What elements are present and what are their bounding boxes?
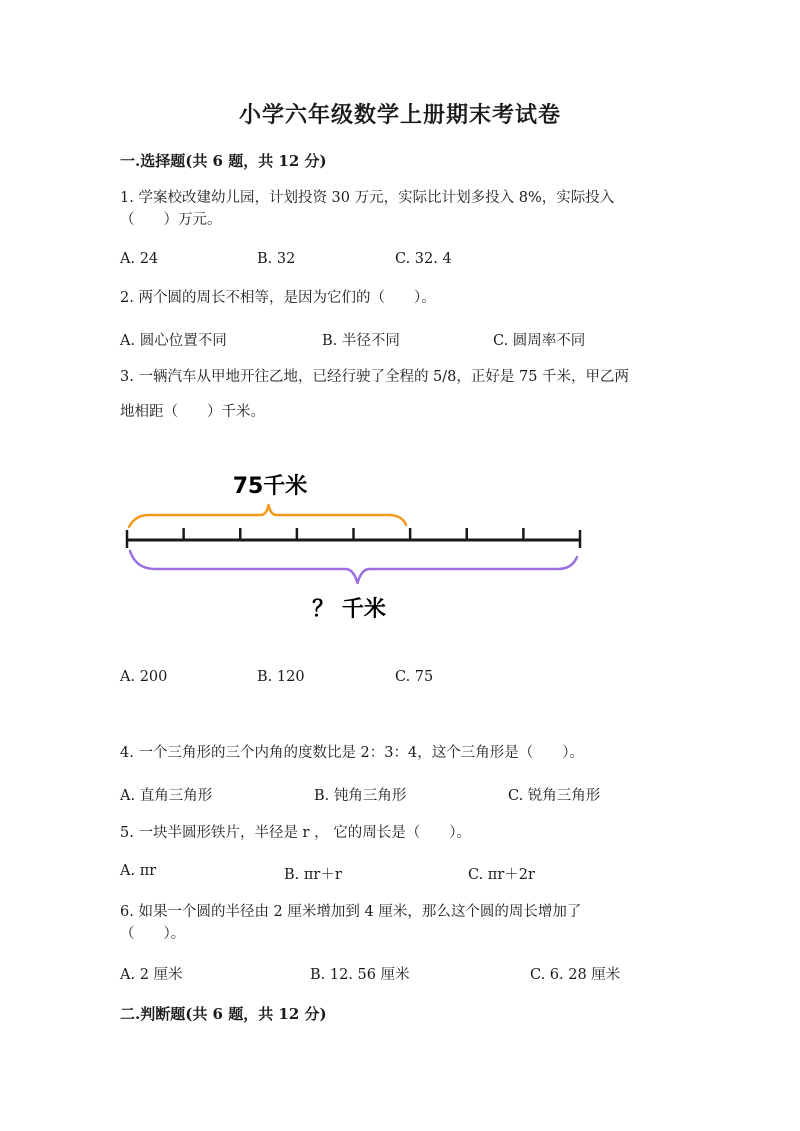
question-6-text: 6. 如果一个圆的半径由 2 厘米增加到 4 厘米，那么这个圆的周长增加了 [120, 904, 582, 920]
question-2-option-c: C. 圆周率不同 [493, 333, 586, 349]
question-3-text: 3. 一辆汽车从甲地开往乙地，已经行驶了全程的 5/8，正好是 75 千米，甲乙两 [120, 369, 630, 385]
question-3-option-a: A. 200 [120, 669, 168, 685]
question-6-option-a: A. 2 厘米 [120, 967, 183, 983]
question-5-option-b: B. πr＋r [284, 867, 342, 883]
question-3-option-b: B. 120 [257, 669, 305, 685]
question-6-option-c: C. 6. 28 厘米 [530, 967, 621, 983]
question-2-option-b: B. 半径不同 [322, 333, 400, 349]
question-5-text: 5. 一块半圆形铁片，半径是 r ， 它的周长是（ ）。 [120, 825, 471, 841]
question-2-text: 2. 两个圆的周长不相等，是因为它们的（ ）。 [120, 290, 436, 306]
diagram-bottom-label: ？ 千米 [312, 597, 386, 622]
question-3-text-cont: 地相距（ ）千米。 [120, 404, 265, 420]
question-1-option-c: C. 32. 4 [395, 251, 452, 267]
distance-diagram [118, 465, 598, 630]
question-4-option-a: A. 直角三角形 [120, 788, 213, 804]
question-6-option-b: B. 12. 56 厘米 [310, 967, 410, 983]
question-4-option-c: C. 锐角三角形 [508, 788, 601, 804]
question-3-option-c: C. 75 [395, 669, 434, 685]
question-5-option-a: A. πr [120, 863, 157, 879]
diagram-bottom-brace [130, 551, 577, 583]
diagram-top-brace [129, 505, 406, 527]
question-1-text-cont: （ ）万元。 [120, 212, 222, 228]
diagram-top-label: 75千米 [232, 474, 308, 499]
section-heading-judgement: 二.判断题(共 6 题，共 12 分) [120, 1005, 327, 1023]
question-1-text: 1. 学案校改建幼儿园，计划投资 30 万元，实际比计划多投入 8%，实际投入 [120, 190, 615, 206]
page-title: 小学六年级数学上册期末考试卷 [238, 102, 561, 128]
section-heading-choice: 一.选择题(共 6 题，共 12 分) [120, 152, 327, 170]
question-1-option-b: B. 32 [257, 251, 296, 267]
diagram-scale [127, 528, 580, 548]
question-5-option-c: C. πr＋2r [468, 867, 535, 883]
question-4-option-b: B. 钝角三角形 [314, 788, 407, 804]
question-2-option-a: A. 圆心位置不同 [120, 333, 227, 349]
question-4-text: 4. 一个三角形的三个内角的度数比是 2：3：4，这个三角形是（ ）。 [120, 745, 584, 761]
question-6-text-cont: （ ）。 [120, 926, 186, 942]
question-1-option-a: A. 24 [120, 251, 159, 267]
